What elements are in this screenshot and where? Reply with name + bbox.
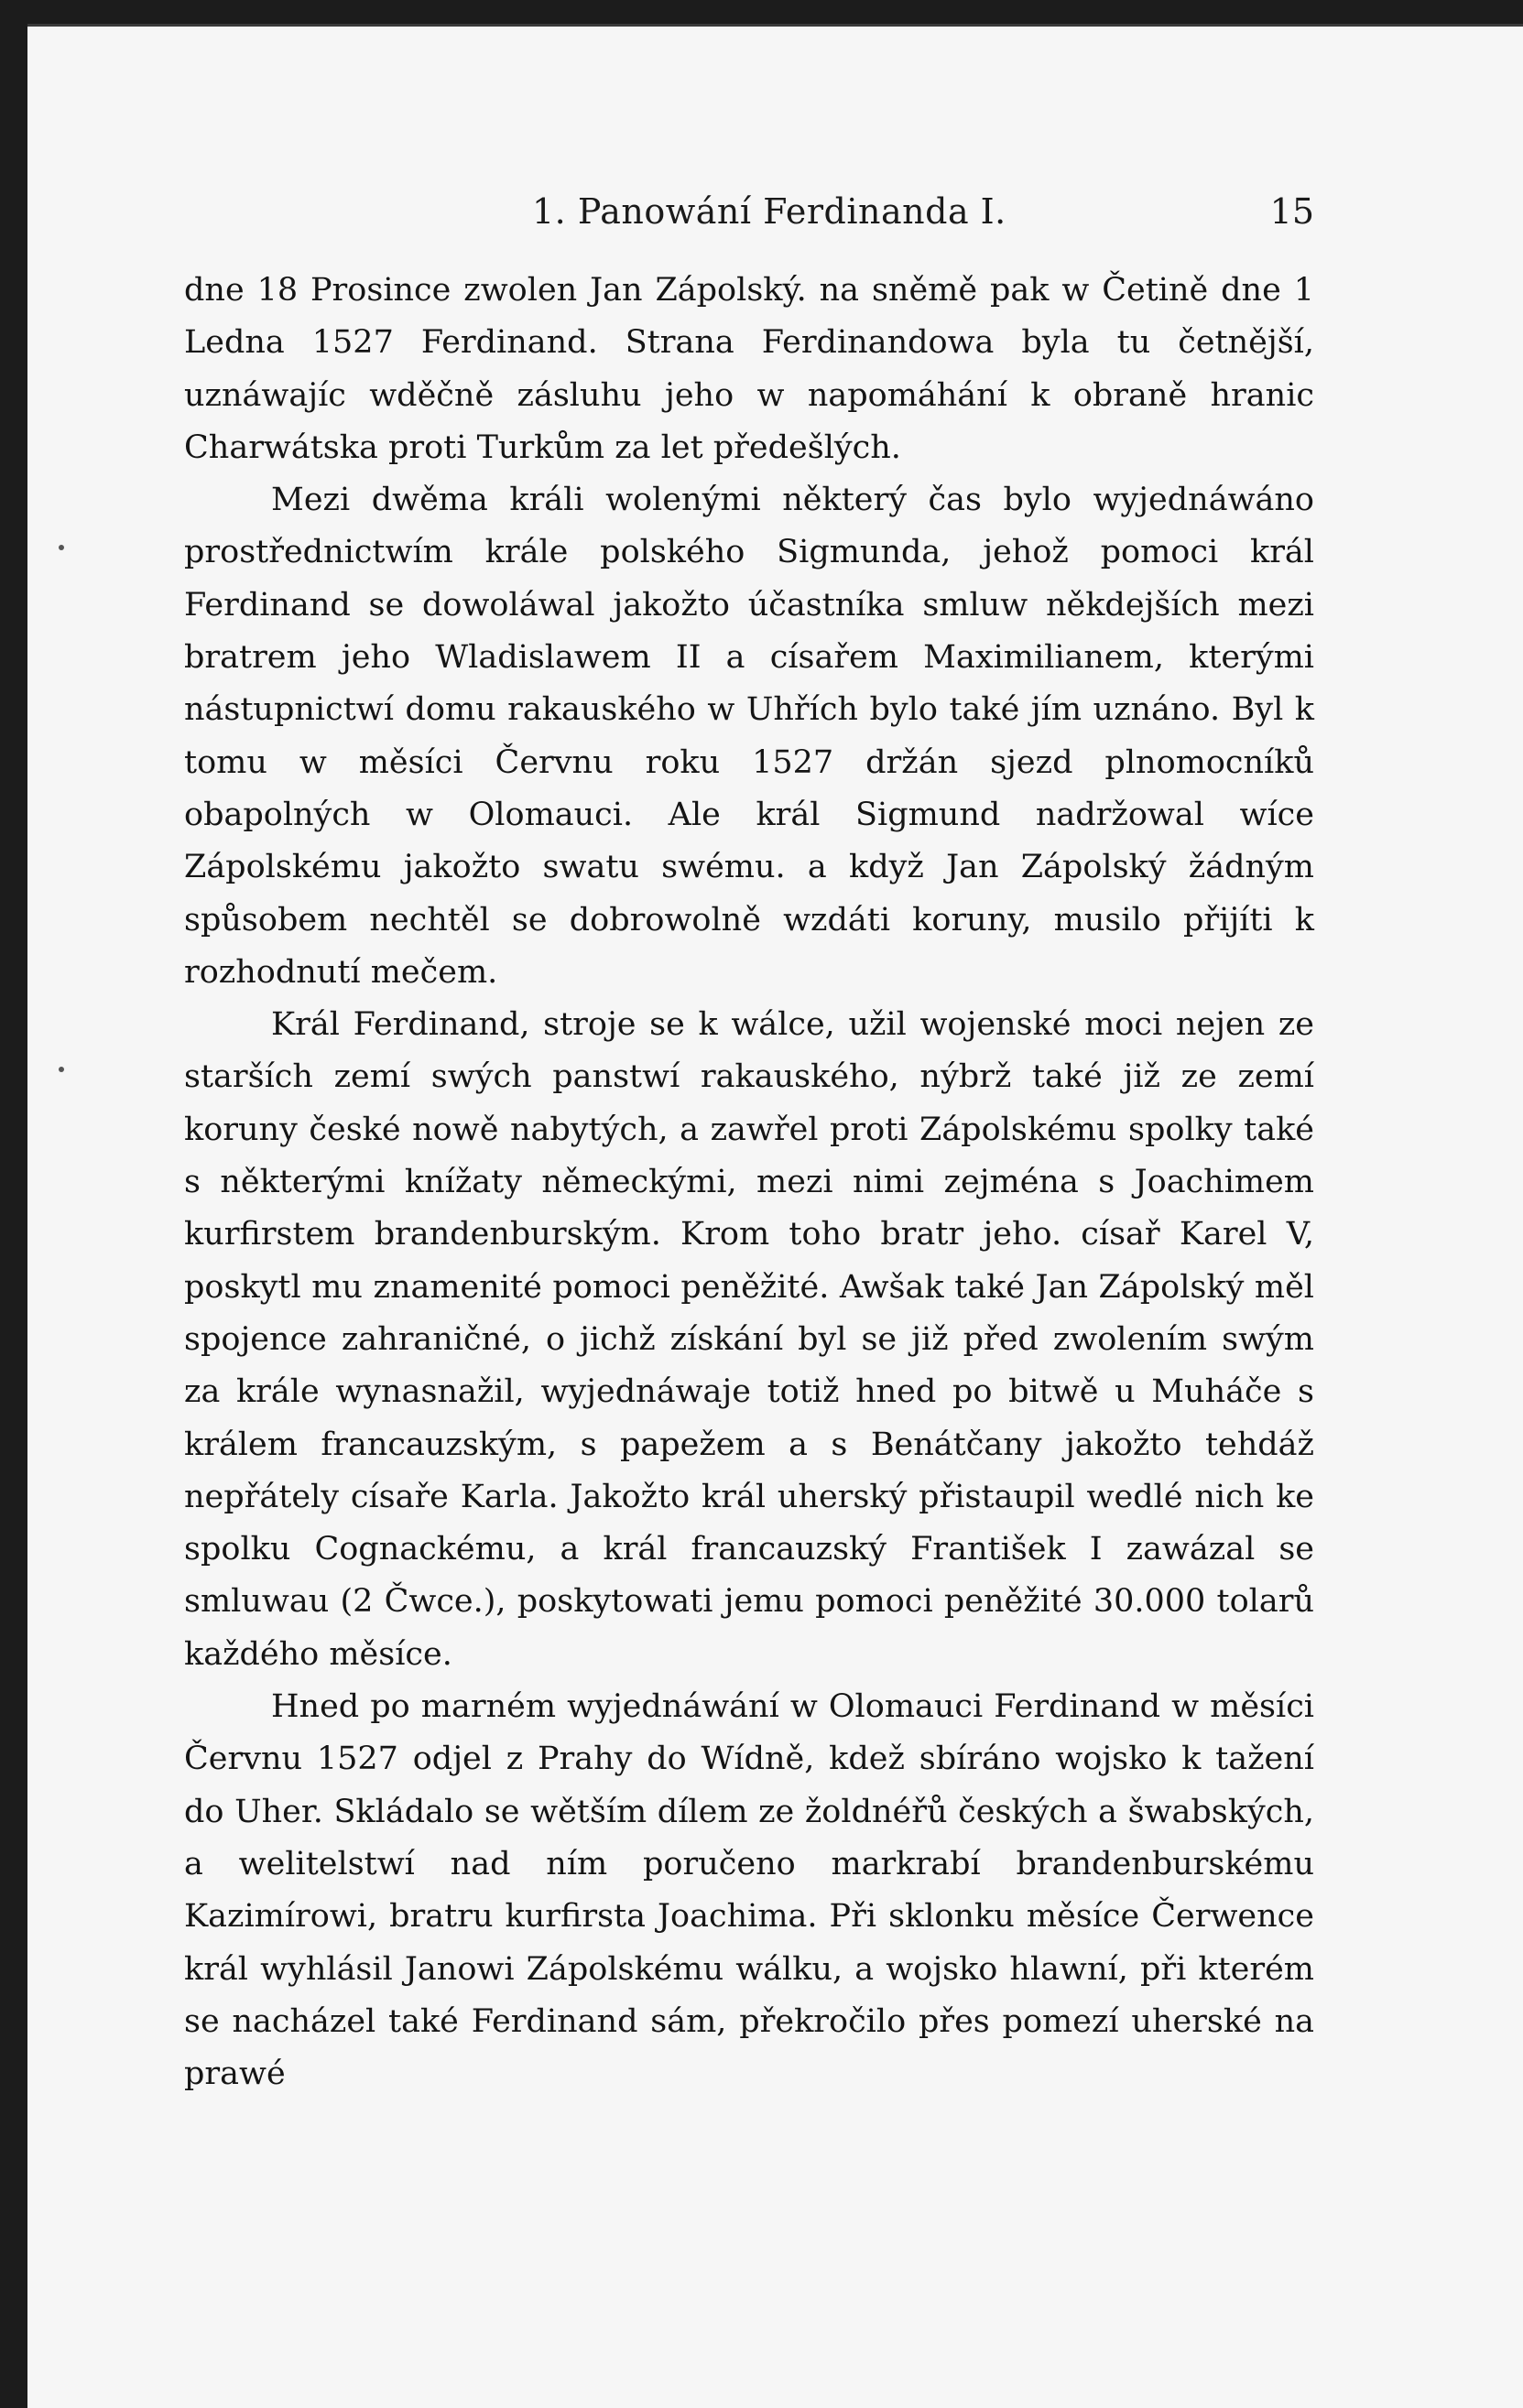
paragraph: Mezi dwěma králi wolenými některý čas bylo wyjednáwáno prostřednictwím krále polského Sigmunda, jehož pomoci král Ferdinand se dowoláwal jakožto účastníka smluw někdejších mezi bratrem jeho Wladislawem II a císařem Maximilianem, kterými nástupnictwí domu rakauského w Uhřích bylo také jím uznáno. Byl k tomu w měsíci Červnu roku 1527 držán sjezd plnomocníků obapolných w Olomauci. Ale král Sigmund nadržowal wíce Zápolskému jakožto swatu swému. a když Jan Zápolský žádným spůsobem nechtěl se dobrowolně wzdáti koruny, musilo přijíti k rozhodnutí mečem.	[184, 482, 1314, 991]
book-page	[27, 24, 1523, 2408]
margin-mark	[59, 545, 64, 550]
paragraph: dne 18 Prosince zwolen Jan Zápolský. na sněmě pak w Četině dne 1 Ledna 1527 Ferdinand. Strana Ferdinandowa byla tu četnější, uznáwajíc wděčně zásluhu jeho w napomáhání k obraně hranic Charwátska proti Turkům za let předešlých.	[184, 272, 1314, 466]
running-head	[184, 173, 1314, 232]
paragraph: Hned po marném wyjednáwání w Olomauci Ferdinand w měsíci Červnu 1527 odjel z Prahy do Wídně, kdež sbíráno wojsko k tažení do Uher. Skládalo se wětším dílem ze žoldnéřů českých a šwabských, a welitelstwí nad ním poručeno markrabí brandenburskému Kazimírowi, bratru kurfirsta Joachima. Při sklonku měsíce Čerwence král wyhlásil Janowi Zápolskému wálku, a wojsko hlawní, při kterém se nacházel také Ferdinand sám, překročilo přes pomezí uherské na prawé	[184, 1688, 1314, 2093]
page-content	[184, 173, 1314, 2100]
body-text	[184, 265, 1314, 2100]
margin-mark	[59, 1067, 64, 1072]
paragraph: Král Ferdinand, stroje se k wálce, užil wojenské moci nejen ze starších zemí swých panstwí rakauského, nýbrž také již ze zemí koruny české nowě nabytých, a zawřel proti Zápolskému spolky také s některými knížaty německými, mezi nimi zejména s Joachimem kurfirstem brandenburským. Krom toho bratr jeho. císař Karel V, poskytl mu znamenité pomoci peněžité. Awšak také Jan Zápolský měl spojence zahraničné, o jichž získání byl se již před zwolením swým za krále wynasnažil, wyjednáwaje totiž hned po bitwě u Muháče s králem francauzským, s papežem a s Benátčany jakožto tehdáž nepřátely císaře Karla. Jakožto král uherský přistaupil wedlé nich ke spolku Cognackému, a král francauzský František I zawázal se smluwau (2 Čwce.), poskytowati jemu pomoci peněžité 30.000 tolarů každého měsíce.	[184, 1006, 1314, 1673]
page-number: 15	[1269, 191, 1314, 232]
running-title: 1. Panowání Ferdinanda I.	[532, 191, 1006, 232]
